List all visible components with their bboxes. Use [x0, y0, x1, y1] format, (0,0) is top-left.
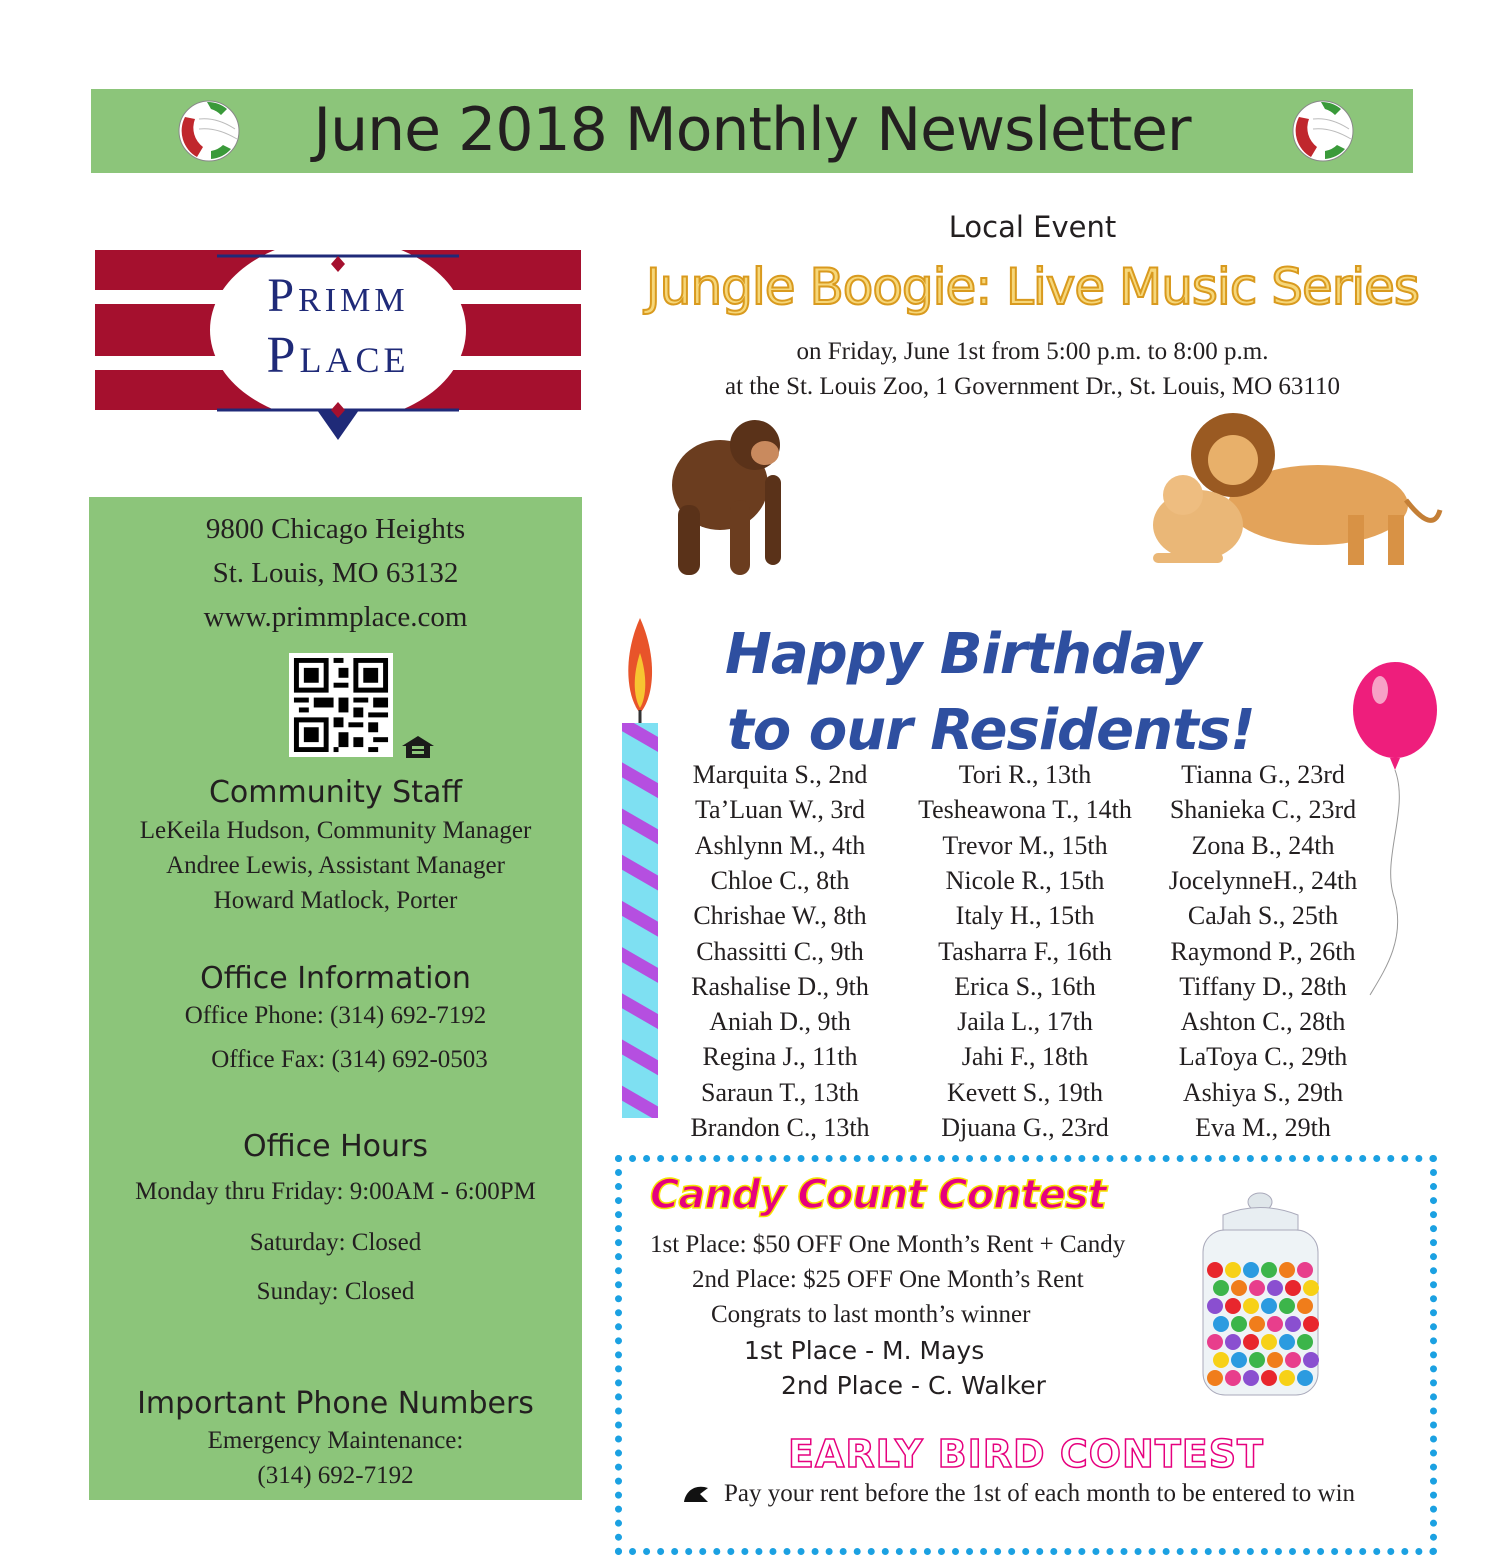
- birthday-entry: Tianna G., 23rd: [1181, 760, 1345, 789]
- gumball: [1225, 1334, 1241, 1350]
- gumball: [1249, 1280, 1265, 1296]
- birthday-title-line-2: to our Residents!: [727, 698, 1255, 763]
- gumball: [1243, 1262, 1259, 1278]
- candy-jar-illustration: [1198, 1190, 1323, 1400]
- gumball: [1243, 1370, 1259, 1386]
- gumball: [1279, 1298, 1295, 1314]
- birthday-entry: Ashton C., 28th: [1180, 1007, 1346, 1037]
- newsletter-header: [91, 89, 1413, 173]
- birthday-entry: CaJah S., 25th: [1187, 901, 1339, 931]
- staff-member: Andree Lewis, Assistant Manager: [166, 852, 505, 879]
- phones-heading: Important Phone Numbers: [137, 1386, 534, 1421]
- birthday-entry: Brandon C., 13th: [690, 1113, 870, 1142]
- candy-prize-1: 1st Place: $50 OFF One Month’s Rent + Candy: [650, 1231, 1126, 1258]
- birthday-entry: Jaila L., 17th: [957, 1007, 1093, 1037]
- birthday-entry: Aniah D., 9th: [709, 1007, 851, 1037]
- staff-member: LeKeila Hudson, Community Manager: [139, 817, 532, 844]
- gumball: [1285, 1352, 1301, 1368]
- address-line-2: St. Louis, MO 63132: [212, 557, 459, 589]
- event-title: Jungle Boogie: Live Music Series: [646, 258, 1419, 316]
- gumball: [1297, 1262, 1313, 1278]
- gumball: [1297, 1298, 1313, 1314]
- birthday-entry: Shanieka C., 23rd: [1169, 795, 1357, 825]
- website-link[interactable]: www.primmplace.com: [203, 601, 468, 633]
- gumball: [1297, 1334, 1313, 1350]
- birthday-entry: Regina J., 11th: [702, 1042, 858, 1072]
- emergency-number: (314) 692-7192: [257, 1462, 414, 1489]
- gumball: [1261, 1370, 1277, 1386]
- candy-winner-1: 1st Place - M. Mays: [744, 1336, 985, 1365]
- event-where: at the St. Louis Zoo, 1 Government Dr., St. Louis, MO 63110: [724, 373, 1340, 400]
- birthday-entry: Trevor M., 15th: [942, 830, 1108, 860]
- logo-line-1: Primm: [267, 269, 409, 322]
- birthday-entry: Chassitti C., 9th: [696, 936, 864, 966]
- qr-code[interactable]: [288, 653, 394, 757]
- office-hours-heading: Office Hours: [243, 1129, 428, 1164]
- gumball: [1285, 1316, 1301, 1332]
- gumball: [1213, 1352, 1229, 1368]
- candy-winner-2: 2nd Place - C. Walker: [781, 1371, 1046, 1400]
- candy-prize-2: 2nd Place: $25 OFF One Month’s Rent: [692, 1266, 1084, 1293]
- birthday-entry: Djuana G., 23rd: [941, 1113, 1109, 1142]
- gumball: [1213, 1316, 1229, 1332]
- volleyball-icon: [1291, 99, 1355, 163]
- birthday-entry: Chrishae W., 8th: [693, 901, 867, 931]
- gumball: [1243, 1298, 1259, 1314]
- hours-saturday: Saturday: Closed: [249, 1229, 422, 1256]
- gumball: [1225, 1370, 1241, 1386]
- gumball: [1279, 1370, 1295, 1386]
- birthday-entry: Tasharra F., 16th: [938, 936, 1112, 966]
- gumball: [1279, 1262, 1295, 1278]
- gumball: [1267, 1352, 1283, 1368]
- birthday-entry: Saraun T., 13th: [701, 1077, 859, 1107]
- birthday-entry: Raymond P., 26th: [1170, 936, 1356, 966]
- emergency-label: Emergency Maintenance:: [207, 1427, 464, 1454]
- birthday-entry: LaToya C., 29th: [1178, 1042, 1348, 1072]
- gumball: [1249, 1316, 1265, 1332]
- gumball: [1225, 1298, 1241, 1314]
- birthday-title-line-1: Happy Birthday: [725, 622, 1201, 687]
- gumball: [1207, 1334, 1223, 1350]
- gumball: [1231, 1352, 1247, 1368]
- hours-weekday: Monday thru Friday: 9:00AM - 6:00PM: [135, 1178, 536, 1205]
- lions-illustration: [1148, 405, 1443, 570]
- birthday-entry: Rashalise D., 9th: [691, 971, 869, 1001]
- gumball: [1267, 1280, 1283, 1296]
- gumball: [1261, 1298, 1277, 1314]
- gumball: [1225, 1262, 1241, 1278]
- gumball: [1285, 1280, 1301, 1296]
- birthday-entry: Jahi F., 18th: [961, 1042, 1089, 1072]
- birthday-entry: Ta’Luan W., 3rd: [694, 795, 866, 825]
- birthday-entry: Zona B., 24th: [1191, 830, 1335, 860]
- birthday-entry: Marquita S., 2nd: [692, 760, 868, 789]
- gumball: [1207, 1262, 1223, 1278]
- birthday-entry: Kevett S., 19th: [947, 1077, 1103, 1107]
- birthday-entry: Tesheawona T., 14th: [918, 795, 1132, 825]
- office-fax: Office Fax: (314) 692-0503: [211, 1046, 488, 1073]
- office-phone: Office Phone: (314) 692-7192: [184, 1002, 487, 1029]
- birthday-entry: Ashlynn M., 4th: [694, 830, 866, 860]
- gumball: [1207, 1370, 1223, 1386]
- gumball: [1213, 1280, 1229, 1296]
- newsletter-title: June 2018 Monthly Newsletter: [313, 95, 1191, 165]
- hours-sunday: Sunday: Closed: [256, 1278, 415, 1305]
- info-sidebar: [89, 497, 582, 1500]
- gumball: [1303, 1352, 1319, 1368]
- birthday-entry: Ashiya S., 29th: [1182, 1077, 1344, 1107]
- equal-housing-icon: [401, 735, 435, 759]
- gumball: [1207, 1298, 1223, 1314]
- event-label: Local Event: [948, 210, 1117, 244]
- early-bird-title: EARLY BIRD CONTEST: [788, 1432, 1264, 1476]
- birthday-entry: JocelynneH., 24th: [1168, 865, 1358, 895]
- address-line-1: 9800 Chicago Heights: [205, 513, 466, 545]
- gumball: [1261, 1262, 1277, 1278]
- birthday-entry: Eva M., 29th: [1195, 1113, 1331, 1142]
- bird-icon: [682, 1484, 710, 1504]
- candy-contest-title: Candy Count Contest: [650, 1172, 1106, 1218]
- early-bird-text: Pay your rent before the 1st of each month to be entered to win: [724, 1480, 1356, 1507]
- event-when: on Friday, June 1st from 5:00 p.m. to 8:00 p.m.: [796, 338, 1269, 365]
- birthday-entry: Tori R., 13th: [958, 760, 1092, 789]
- gumball: [1303, 1316, 1319, 1332]
- logo-line-2: Place: [266, 327, 410, 384]
- birthday-entry: Nicole R., 15th: [945, 865, 1105, 895]
- birthday-entry: Chloe C., 8th: [710, 865, 850, 895]
- gumball: [1303, 1280, 1319, 1296]
- gumball: [1267, 1316, 1283, 1332]
- staff-member: Howard Matlock, Porter: [213, 887, 458, 914]
- birthday-entry: Erica S., 16th: [954, 971, 1096, 1001]
- birthday-entry: Tiffany D., 28th: [1179, 971, 1347, 1001]
- candy-congrats: Congrats to last month’s winner: [711, 1301, 1031, 1328]
- gumball: [1261, 1334, 1277, 1350]
- gumball: [1249, 1352, 1265, 1368]
- chimpanzee-illustration: [660, 405, 805, 580]
- primm-place-logo: [95, 248, 581, 443]
- staff-heading: Community Staff: [208, 775, 463, 810]
- gumball: [1243, 1334, 1259, 1350]
- birthday-entry: Italy H., 15th: [955, 901, 1095, 931]
- gumball: [1231, 1280, 1247, 1296]
- gumball: [1297, 1370, 1313, 1386]
- office-info-heading: Office Information: [200, 961, 471, 996]
- gumball: [1279, 1334, 1295, 1350]
- gumball: [1231, 1316, 1247, 1332]
